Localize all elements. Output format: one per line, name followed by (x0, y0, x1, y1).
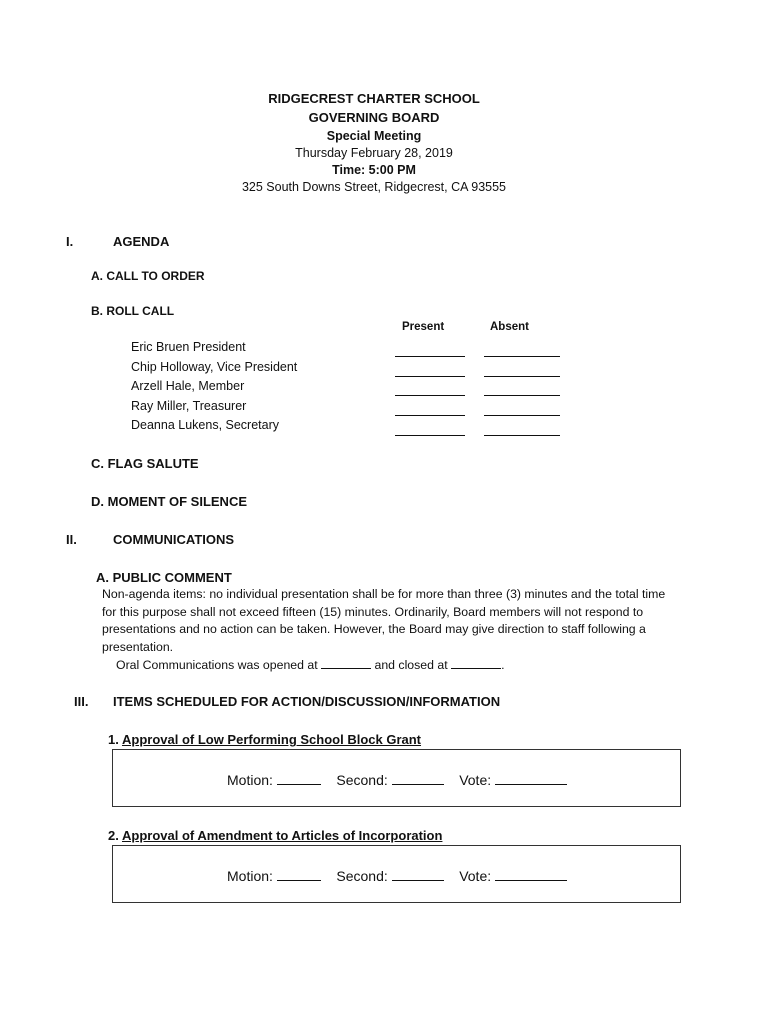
call-to-order: A. CALL TO ORDER (91, 269, 205, 283)
vote-box-1 (112, 749, 681, 807)
public-comment-text: Non-agenda items: no individual presentation shall be for more than three (3) minutes and the total time for this purpose shall not exceed fifteen (15) minutes. Ordinarily, Board members will not respond to presentations and no action can be taken. However, the Board may give direction to staff following a presentation. (102, 587, 666, 654)
flag-salute: C. FLAG SALUTE (91, 456, 199, 471)
section-1-number: I. (66, 234, 74, 249)
moment-of-silence: D. MOMENT OF SILENCE (91, 494, 247, 509)
present-blank[interactable] (395, 376, 465, 377)
item-2 (108, 828, 442, 843)
board-name: GOVERNING BOARD (308, 110, 440, 125)
member-name: Eric Bruen President (131, 340, 246, 354)
present-blank[interactable] (395, 415, 465, 416)
section-2-title: COMMUNICATIONS (113, 532, 235, 547)
item-2-number: 2. (108, 828, 119, 843)
meeting-date: Thursday February 28, 2019 (295, 146, 453, 160)
second-label: Second: (336, 868, 388, 884)
closed-at-blank[interactable] (451, 656, 501, 669)
vote-blank[interactable] (495, 770, 567, 785)
oral-prefix: Oral Communications was opened at (116, 658, 318, 672)
absent-blank[interactable] (484, 376, 560, 377)
second-blank[interactable] (392, 866, 444, 881)
vote-label: Vote: (459, 868, 492, 884)
absent-blank[interactable] (484, 356, 560, 357)
oral-end: . (501, 658, 505, 672)
section-2-number: II. (66, 532, 77, 547)
second-blank[interactable] (392, 770, 444, 785)
motion-label: Motion: (227, 772, 273, 788)
school-name: RIDGECREST CHARTER SCHOOL (268, 91, 480, 106)
absent-blank[interactable] (484, 395, 560, 396)
motion-blank[interactable] (277, 866, 321, 881)
present-header: Present (402, 321, 445, 333)
absent-blank[interactable] (484, 435, 560, 436)
absent-blank[interactable] (484, 415, 560, 416)
motion-label: Motion: (227, 868, 273, 884)
item-1-title: Approval of Low Performing School Block Grant (121, 732, 422, 747)
member-name: Chip Holloway, Vice President (131, 360, 298, 374)
oral-mid: and closed at (374, 658, 448, 672)
member-name: Deanna Lukens, Secretary (131, 418, 280, 432)
meeting-type: Special Meeting (326, 129, 422, 143)
absent-header: Absent (490, 321, 529, 333)
vote-line-2 (227, 866, 567, 884)
meeting-time: Time: 5:00 PM (332, 163, 416, 177)
item-2-title: Approval of Amendment to Articles of Incorporation (121, 828, 443, 843)
oral-communications (116, 656, 504, 675)
item-1 (108, 732, 421, 747)
vote-label: Vote: (459, 772, 492, 788)
second-label: Second: (336, 772, 388, 788)
member-name: Arzell Hale, Member (131, 379, 245, 393)
section-1-title: AGENDA (113, 234, 170, 249)
meeting-address: 325 South Downs Street, Ridgecrest, CA 93555 (241, 180, 507, 194)
present-blank[interactable] (395, 356, 465, 357)
present-blank[interactable] (395, 435, 465, 436)
vote-blank[interactable] (495, 866, 567, 881)
vote-box-2 (112, 845, 681, 903)
motion-blank[interactable] (277, 770, 321, 785)
vote-line-1 (227, 770, 567, 788)
roll-call: B. ROLL CALL (91, 304, 175, 318)
section-3-title: ITEMS SCHEDULED FOR ACTION/DISCUSSION/INFORMATION (113, 694, 501, 709)
opened-at-blank[interactable] (321, 656, 371, 669)
present-blank[interactable] (395, 395, 465, 396)
item-1-number: 1. (108, 732, 119, 747)
member-name: Ray Miller, Treasurer (131, 399, 247, 413)
public-comment: A. PUBLIC COMMENT (96, 570, 232, 585)
section-3-number: III. (74, 694, 89, 709)
